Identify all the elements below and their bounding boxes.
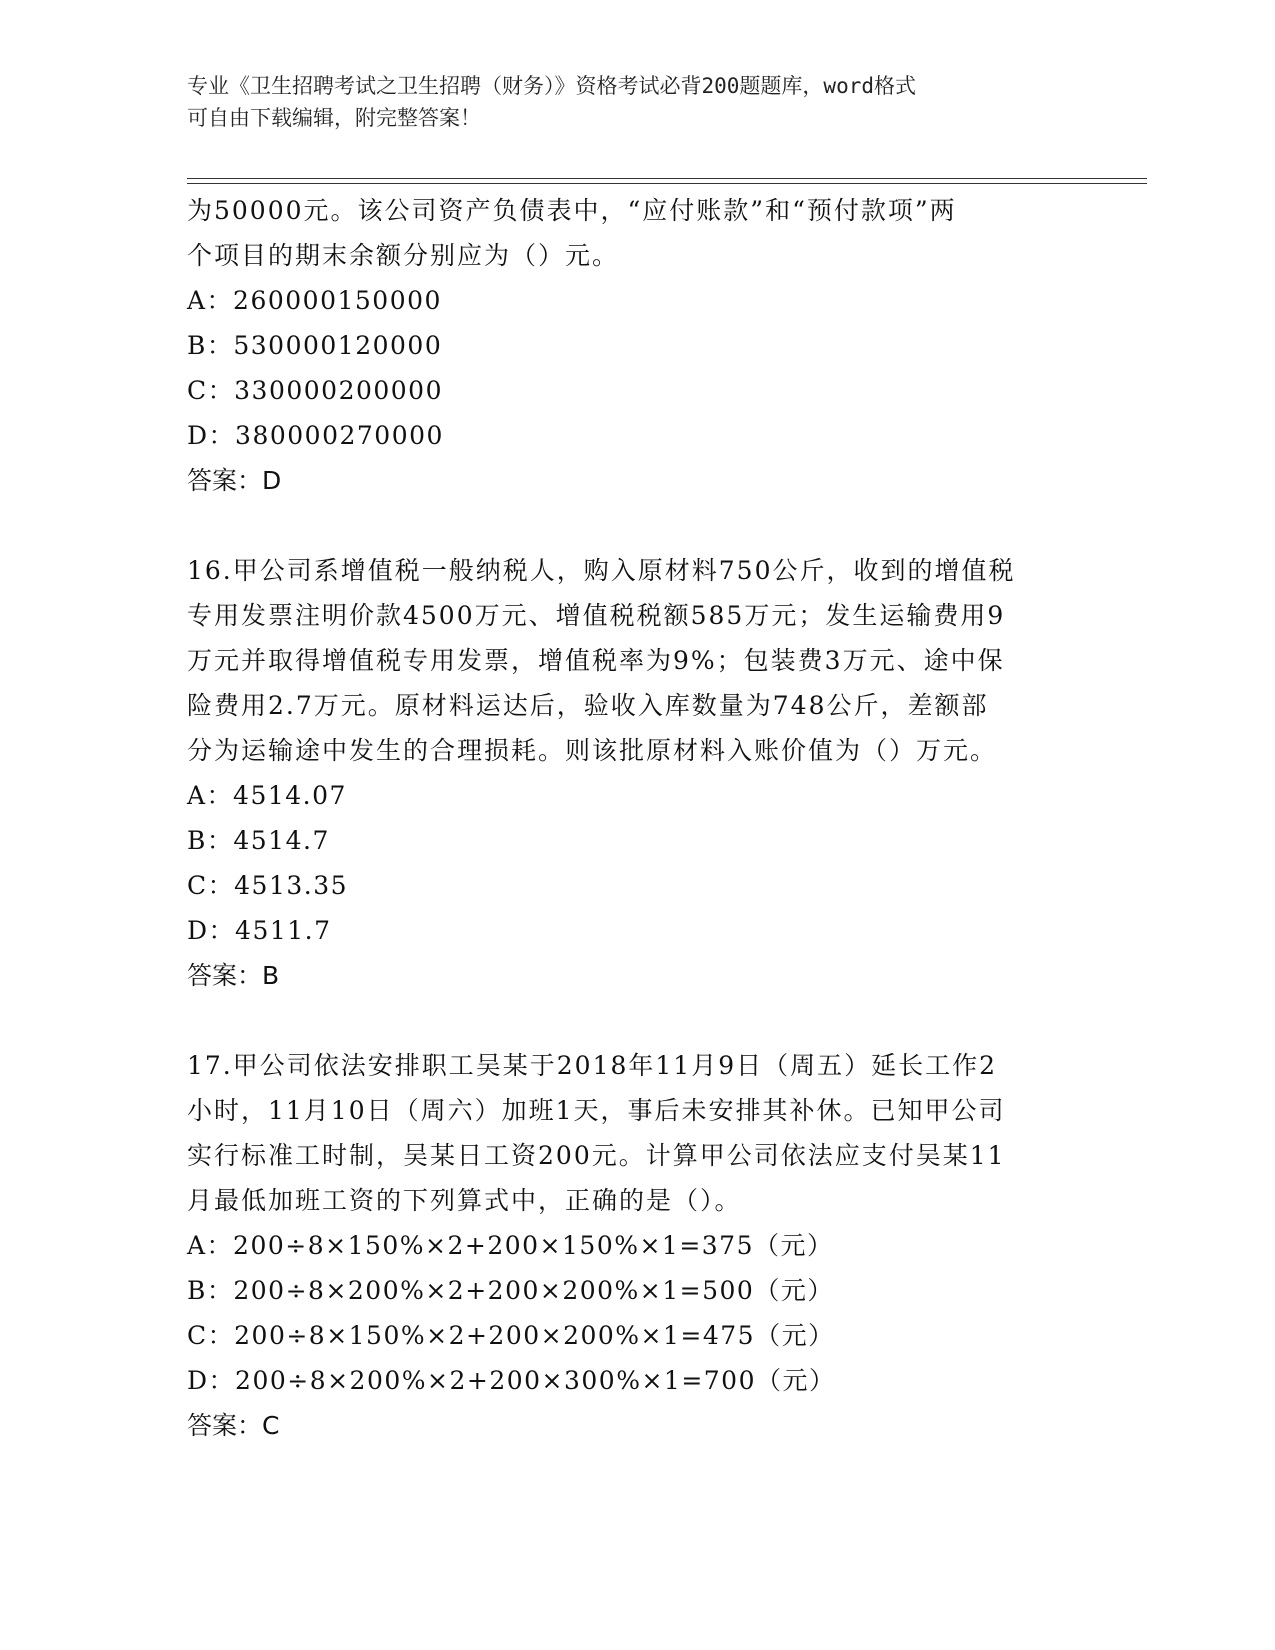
question-spacer	[187, 998, 1087, 1043]
question-15-text-line: 个项目的期末余额分别应为（）元。	[187, 241, 620, 270]
header-title-line-1: 专业《卫生招聘考试之卫生招聘（财务）》资格考试必背200题题库，word格式	[187, 74, 916, 98]
question-16-option-d: D：4511.7	[187, 916, 332, 945]
question-15-text-line: 为50000元。该公司资产负债表中，“应付账款”和“预付款项”两	[187, 196, 957, 225]
question-15-option-a: A：260000150000	[187, 286, 442, 315]
question-15-answer: 答案：D	[187, 466, 282, 495]
question-17-option-a: A：200÷8×150%×2+200×150%×1=375（元）	[187, 1231, 834, 1260]
header-divider-top	[187, 178, 1147, 179]
question-16-option-b: B：4514.7	[187, 826, 330, 855]
question-17-text-line: 17.甲公司依法安排职工吴某于2018年11月9日（周五）延长工作2	[187, 1051, 998, 1080]
question-16-text-line: 万元并取得增值税专用发票，增值税率为9%；包装费3万元、途中保	[187, 646, 1005, 675]
question-16-text-line: 险费用2.7万元。原材料运达后，验收入库数量为748公斤，差额部	[187, 691, 989, 720]
header-title-line-2: 可自由下载编辑，附完整答案！	[187, 106, 481, 130]
header-divider-bottom	[187, 183, 1147, 184]
question-17-option-d: D：200÷8×200%×2+200×300%×1=700（元）	[187, 1366, 836, 1395]
question-17-text-line: 月最低加班工资的下列算式中，正确的是（）。	[187, 1186, 742, 1215]
question-17-text-line: 小时，11月10日（周六）加班1天，事后未安排其补休。已知甲公司	[187, 1096, 1006, 1125]
question-17-text-line: 实行标准工时制，吴某日工资200元。计算甲公司依法应支付吴某11	[187, 1141, 1006, 1170]
question-16-option-a: A：4514.07	[187, 781, 347, 810]
question-17-option-c: C：200÷8×150%×2+200×200%×1=475（元）	[187, 1321, 835, 1350]
question-17-answer: 答案：C	[187, 1411, 280, 1440]
question-16-option-c: C：4513.35	[187, 871, 349, 900]
question-16-text-line: 专用发票注明价款4500万元、增值税税额585万元；发生运输费用9	[187, 601, 1006, 630]
question-15-option-d: D：380000270000	[187, 421, 444, 450]
question-16-text-line: 16.甲公司系增值税一般纳税人，购入原材料750公斤，收到的增值税	[187, 556, 1016, 585]
question-17	[187, 1043, 1087, 1448]
question-16-text-line: 分为运输途中发生的合理损耗。则该批原材料入账价值为（）万元。	[187, 736, 998, 765]
question-16-answer: 答案：B	[187, 961, 280, 990]
question-17-option-b: B：200÷8×200%×2+200×200%×1=500（元）	[187, 1276, 834, 1305]
question-15-option-b: B：530000120000	[187, 331, 443, 360]
question-16	[187, 548, 1087, 998]
question-content	[187, 188, 1087, 1448]
question-15-option-c: C：330000200000	[187, 376, 443, 405]
question-15	[187, 188, 1087, 503]
question-spacer	[187, 503, 1087, 548]
document-header	[187, 70, 1067, 134]
